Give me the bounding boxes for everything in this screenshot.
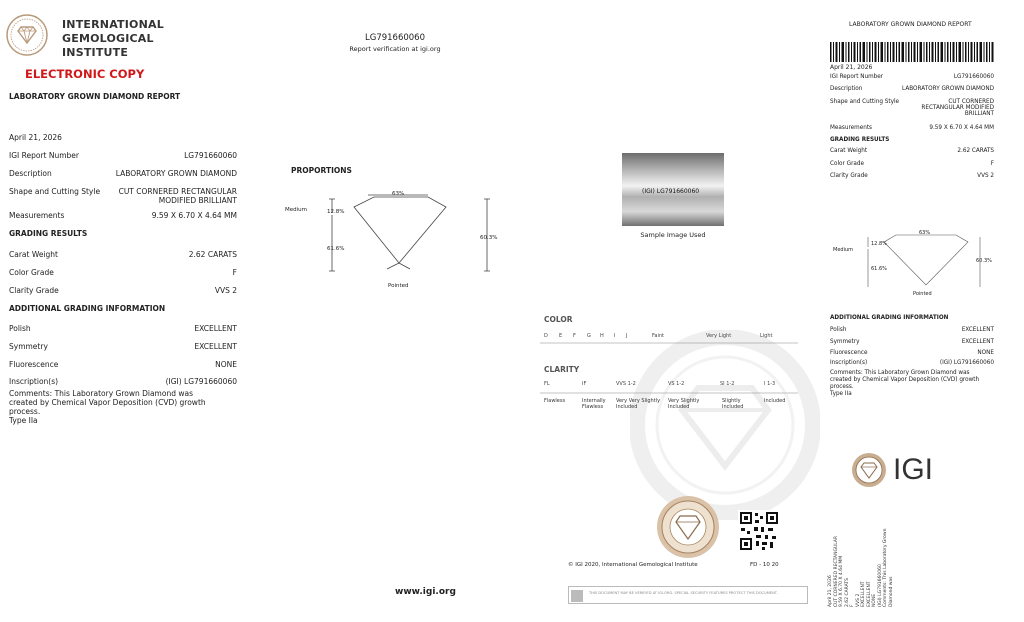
right-shape-label: Shape and Cutting Style xyxy=(830,99,900,105)
color-scale xyxy=(540,326,802,346)
clarity-grade-si: SI 1-2 xyxy=(720,381,735,387)
gold-seal-icon xyxy=(656,495,720,559)
right-description-label: Description xyxy=(830,86,863,92)
right-report-number-label: IGI Report Number xyxy=(830,74,884,80)
comments-line1: Comments: This Laboratory Grown Diamond was xyxy=(9,389,193,398)
table-pct-label: 63% xyxy=(392,191,405,197)
shape-value-line2: MODIFIED BRILLIANT xyxy=(158,196,237,205)
inscription-label: Inscription(s) xyxy=(9,377,59,386)
verification-text: Report verification at igi.org xyxy=(349,45,441,53)
row-polish xyxy=(9,324,237,333)
sample-inscription-text: (IGI) LG791660060 xyxy=(642,188,700,195)
inscription-value: (IGI) LG791660060 xyxy=(165,377,237,386)
right-row-fluorescence xyxy=(830,350,994,356)
right-report-date: April 21, 2026 xyxy=(830,64,873,71)
rot-measurements: 9.59 X 6.70 X 4.64 MM xyxy=(839,555,844,607)
comments-line4: Type IIa xyxy=(9,416,38,425)
color-grade-g: G xyxy=(587,333,591,339)
comments-block xyxy=(9,389,206,425)
clarity-grade-fl: FL xyxy=(544,381,550,387)
proportions-diagram xyxy=(280,183,500,293)
color-grade-i: I xyxy=(614,333,616,339)
rot-shape: CUT CORNERED RECTANGULAR xyxy=(833,535,839,607)
right-row-measurements xyxy=(830,125,994,131)
polish-label: Polish xyxy=(9,324,31,333)
polish-value: EXCELLENT xyxy=(194,324,237,333)
color-range-very-light: Very Light xyxy=(706,333,732,339)
report-number-header: LG791660060 xyxy=(365,33,425,43)
fluorescence-label: Fluorescence xyxy=(9,360,59,369)
clarity-grade-vs: VS 1-2 xyxy=(668,381,685,387)
right-shape-value xyxy=(912,99,994,117)
org-name-line2: GEMOLOGICAL xyxy=(62,32,154,45)
right-row-description xyxy=(830,86,994,92)
row-carat xyxy=(9,250,237,259)
right-diamond-outline xyxy=(884,235,968,285)
right-row-polish xyxy=(830,327,994,333)
row-report-number xyxy=(9,151,237,160)
right-clarity-value: VVS 2 xyxy=(977,173,994,179)
copyright-text: © IGI 2020, International Gemological Institute xyxy=(568,562,698,568)
disclaimer-box xyxy=(568,586,808,604)
right-comments-line1: Comments: This Laboratory Grown Diamond was xyxy=(830,370,970,376)
org-name-line1: INTERNATIONAL xyxy=(62,18,164,31)
row-fluorescence xyxy=(9,360,237,369)
right-polish-label: Polish xyxy=(830,327,847,333)
right-crown-pct: 12.8% xyxy=(871,241,887,247)
diamond-outline xyxy=(354,197,446,263)
report-number-label: IGI Report Number xyxy=(9,151,79,160)
rot-inscription: (IGI) LG791660060 xyxy=(877,564,883,607)
right-comments-line3: process. xyxy=(830,384,854,390)
clarity-value: VVS 2 xyxy=(214,286,237,295)
symmetry-label: Symmetry xyxy=(9,342,48,351)
right-row-symmetry xyxy=(830,339,994,345)
row-clarity xyxy=(9,286,237,295)
rot-carat: 2.62 CARATS xyxy=(844,578,850,607)
additional-info-title: ADDITIONAL GRADING INFORMATION xyxy=(9,304,166,313)
rot-date: April 21, 2026 xyxy=(828,575,833,607)
row-measurements xyxy=(9,211,237,220)
color-scale-title: COLOR xyxy=(544,315,573,324)
report-title: LABORATORY GROWN DIAMOND REPORT xyxy=(9,92,181,101)
right-inscription-value: (IGI) LG791660060 xyxy=(939,360,994,366)
carat-label: Carat Weight xyxy=(9,250,58,259)
right-carat-value: 2.62 CARATS xyxy=(957,148,994,154)
shape-value xyxy=(119,187,237,205)
shape-value-line1: CUT CORNERED RECTANGULAR xyxy=(118,187,237,196)
description-label: Description xyxy=(9,169,52,178)
right-fluorescence-value: NONE xyxy=(977,350,994,356)
right-proportions-diagram xyxy=(828,225,998,300)
website-link[interactable]: www.igi.org xyxy=(395,587,456,597)
clarity-desc-fl: Flawless xyxy=(544,398,566,404)
right-symmetry-value: EXCELLENT xyxy=(961,339,994,345)
right-row-shape xyxy=(830,99,994,117)
igi-logo-seal-icon xyxy=(851,452,887,488)
right-row-clarity xyxy=(830,173,994,179)
grading-results-title: GRADING RESULTS xyxy=(9,229,88,238)
right-row-report-number xyxy=(830,74,994,80)
proportions-title: PROPORTIONS xyxy=(291,166,352,175)
right-table-pct: 63% xyxy=(919,230,931,236)
right-row-color xyxy=(830,161,994,167)
right-pavilion-pct: 61.6% xyxy=(871,266,887,272)
rotated-summary-content xyxy=(828,512,993,607)
girdle-label: Medium xyxy=(285,207,307,213)
clarity-desc-if: Internally Flawless xyxy=(582,398,606,410)
right-inscription-label: Inscription(s) xyxy=(830,360,868,366)
right-clarity-label: Clarity Grade xyxy=(830,173,868,179)
row-symmetry xyxy=(9,342,237,351)
clarity-desc-vvs: Very Very Slightly Included xyxy=(616,398,661,410)
right-comments-line4: Type IIa xyxy=(830,391,852,397)
right-depth-pct: 60.3% xyxy=(976,258,992,264)
clarity-desc-vs: Very Slightly Included xyxy=(668,398,700,410)
color-grade-j: J xyxy=(626,333,628,339)
right-culet-label: Pointed xyxy=(913,291,932,297)
row-inscription xyxy=(9,377,237,386)
pavilion-pct-label: 61.6% xyxy=(327,246,345,252)
right-fluorescence-label: Fluorescence xyxy=(830,350,868,356)
clarity-desc-si: Slightly Included xyxy=(722,398,744,410)
shape-label: Shape and Cutting Style xyxy=(9,187,101,196)
culet-label: Pointed xyxy=(388,283,409,289)
rot-clarity: VVS 2 xyxy=(855,593,861,607)
right-shape-value-line1: CUT CORNERED RECTANGULAR xyxy=(921,99,994,111)
comments-line2: created by Chemical Vapor Deposition (CVD) growth xyxy=(9,398,206,407)
right-measurements-label: Measurements xyxy=(830,125,873,131)
right-shape-value-line2: MODIFIED BRILLIANT xyxy=(964,105,994,117)
color-grade-h: H xyxy=(600,333,604,339)
sample-image-caption: Sample Image Used xyxy=(640,231,706,239)
row-shape xyxy=(9,187,237,205)
right-report-title: LABORATORY GROWN DIAMOND REPORT xyxy=(849,21,972,28)
qr-code-icon[interactable] xyxy=(738,510,780,552)
right-measurements-value: 9.59 X 6.70 X 4.64 MM xyxy=(929,125,994,131)
right-polish-value: EXCELLENT xyxy=(961,327,994,333)
right-color-value: F xyxy=(990,161,994,167)
row-color xyxy=(9,268,237,277)
rot-symmetry: EXCELLENT xyxy=(866,581,872,607)
clarity-grade-vvs: VVS 1-2 xyxy=(616,381,636,387)
right-row-carat xyxy=(830,148,994,154)
disclaimer-text: THIS DOCUMENT MAY BE VERIFIED AT IGI.ORG. SPECIAL SECURITY FEATURES PROTECT THIS DOCUMENT. xyxy=(589,591,778,595)
right-girdle-label: Medium xyxy=(833,247,853,253)
rot-fluorescence: NONE xyxy=(872,593,877,607)
rot-polish: EXCELLENT xyxy=(861,581,866,607)
igi-seal-icon xyxy=(6,14,48,56)
symmetry-value: EXCELLENT xyxy=(194,342,237,351)
org-name xyxy=(62,18,164,60)
watermark-seal-icon xyxy=(630,330,820,520)
comments-line3: process. xyxy=(9,407,41,416)
rot-comments: Comments: This Laboratory Grown Diamond was xyxy=(883,528,894,607)
carat-value: 2.62 CARATS xyxy=(188,250,237,259)
org-name-line3: INSTITUTE xyxy=(62,46,129,59)
description-value: LABORATORY GROWN DIAMOND xyxy=(115,169,237,178)
igi-logo-text: IGI xyxy=(893,453,934,486)
color-grade-d: D xyxy=(544,333,548,339)
right-additional-info-title: ADDITIONAL GRADING INFORMATION xyxy=(830,315,949,321)
measurements-label: Measurements xyxy=(9,211,65,220)
report-number-value: LG791660060 xyxy=(184,151,237,160)
depth-pct-label: 60.3% xyxy=(480,235,498,241)
color-range-light: Light xyxy=(760,333,773,339)
crown-pct-label: 12.8% xyxy=(327,209,345,215)
disclaimer-icon xyxy=(571,590,583,602)
clarity-grade-i: I 1-3 xyxy=(764,381,776,387)
clarity-desc-i: Included xyxy=(764,398,786,404)
barcode-icon xyxy=(830,42,995,62)
right-comments-block xyxy=(830,370,979,398)
rot-color: F xyxy=(850,604,855,607)
right-comments-line2: created by Chemical Vapor Deposition (CVD) growth xyxy=(830,377,980,383)
sample-inscription-image xyxy=(622,153,724,226)
right-description-value: LABORATORY GROWN DIAMOND xyxy=(902,86,994,92)
right-carat-label: Carat Weight xyxy=(830,148,868,154)
form-code: FD - 10 20 xyxy=(750,562,779,568)
measurements-value: 9.59 X 6.70 X 4.64 MM xyxy=(151,211,237,220)
clarity-scale xyxy=(540,376,802,416)
right-row-inscription xyxy=(830,360,994,366)
clarity-grade-if: IF xyxy=(582,381,587,387)
right-symmetry-label: Symmetry xyxy=(830,339,860,345)
igi-logo xyxy=(851,452,947,488)
fluorescence-value: NONE xyxy=(215,360,237,369)
color-grade-e: E xyxy=(559,333,563,339)
electronic-copy-label: ELECTRONIC COPY xyxy=(25,67,145,81)
clarity-label: Clarity Grade xyxy=(9,286,59,295)
right-report-number-value: LG791660060 xyxy=(953,74,994,80)
right-color-label: Color Grade xyxy=(830,161,864,167)
color-label: Color Grade xyxy=(9,268,54,277)
culet-lines xyxy=(387,263,410,269)
color-range-faint: Faint xyxy=(652,333,664,339)
rotated-summary-block xyxy=(828,512,993,607)
clarity-scale-title: CLARITY xyxy=(544,365,580,374)
color-grade-f: F xyxy=(573,333,576,339)
right-grading-results-title: GRADING RESULTS xyxy=(830,137,890,143)
row-description xyxy=(9,169,237,178)
color-value: F xyxy=(232,268,237,277)
report-date: April 21, 2026 xyxy=(9,133,62,142)
